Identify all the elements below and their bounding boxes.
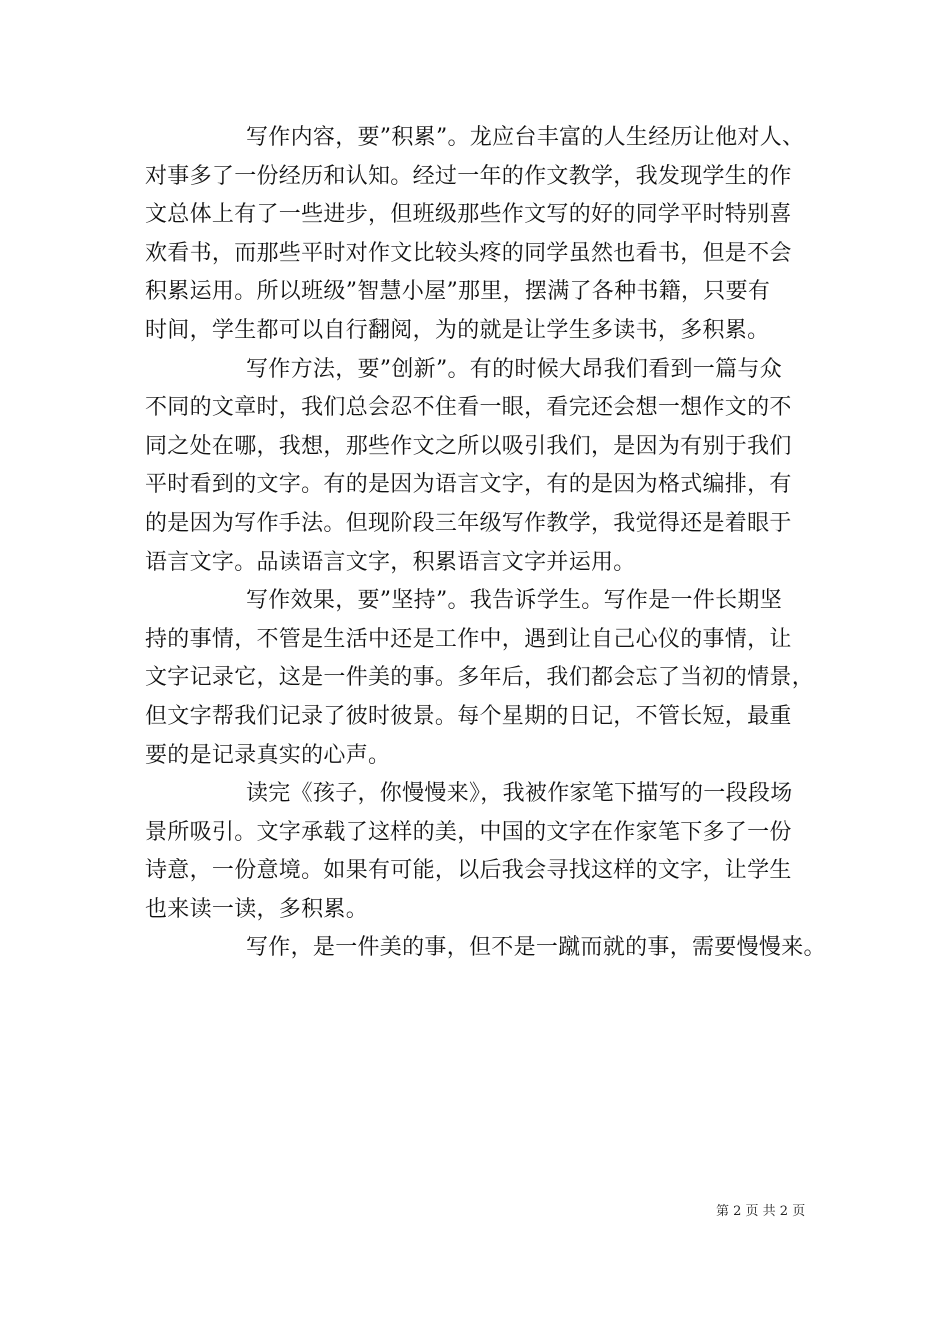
body-text bbox=[145, 119, 826, 968]
text-line: 文字记录它，这是一件美的事。多年后，我们都会忘了当初的情景， bbox=[145, 665, 815, 691]
text-line: 写作内容，要”积累”。龙应台丰富的人生经历让他对人、 bbox=[246, 125, 805, 150]
text-line: 写作，是一件美的事，但不是一蹴而就的事，需要慢慢来。 bbox=[246, 935, 826, 961]
text-line: 对事多了一份经历和认知。经过一年的作文教学，我发现学生的作 bbox=[145, 163, 792, 189]
text-line: 时间，学生都可以自行翻阅，为的就是让学生多读书，多积累。 bbox=[145, 317, 770, 343]
text-line: 也来读一读，多积累。 bbox=[145, 896, 369, 922]
text-line: 写作方法，要”创新”。有的时候大昂我们看到一篇与众 bbox=[246, 356, 782, 382]
text-line: 积累运用。所以班级”智慧小屋”那里，摆满了各种书籍，只要有 bbox=[145, 279, 771, 305]
text-line: 同之处在哪，我想，那些作文之所以吸引我们，是因为有别于我们 bbox=[145, 433, 792, 459]
text-line: 的是因为写作手法。但现阶段三年级写作教学，我觉得还是着眼于 bbox=[145, 510, 792, 536]
text-line: 欢看书，而那些平时对作文比较头疼的同学虽然也看书，但是不会 bbox=[145, 240, 792, 266]
text-line: 景所吸引。文字承载了这样的美，中国的文字在作家笔下多了一份 bbox=[145, 819, 792, 845]
text-line: 诗意，一份意境。如果有可能，以后我会寻找这样的文字，让学生 bbox=[145, 858, 792, 884]
text-line: 文总体上有了一些进步，但班级那些作文写的好的同学平时特别喜 bbox=[145, 202, 792, 228]
text-line: 平时看到的文字。有的是因为语言文字，有的是因为格式编排，有 bbox=[145, 472, 792, 498]
text-line: 写作效果，要”坚持”。我告诉学生。写作是一件长期坚 bbox=[246, 588, 782, 614]
text-line: 语言文字。品读语言文字，积累语言文字并运用。 bbox=[145, 549, 636, 575]
text-line: 要的是记录真实的心声。 bbox=[145, 742, 391, 768]
text-line: 不同的文章时，我们总会忍不住看一眼，看完还会想一想作文的不 bbox=[145, 395, 792, 421]
text-line: 持的事情，不管是生活中还是工作中，遇到让自己心仪的事情，让 bbox=[145, 626, 792, 652]
text-line: 读完《孩子，你慢慢来》，我被作家笔下描写的一段段场 bbox=[246, 781, 793, 807]
text-line: 但文字帮我们记录了彼时彼景。每个星期的日记，不管长短，最重 bbox=[145, 703, 792, 729]
page-number-footer: 第 2 页 共 2 页 bbox=[716, 1204, 806, 1219]
